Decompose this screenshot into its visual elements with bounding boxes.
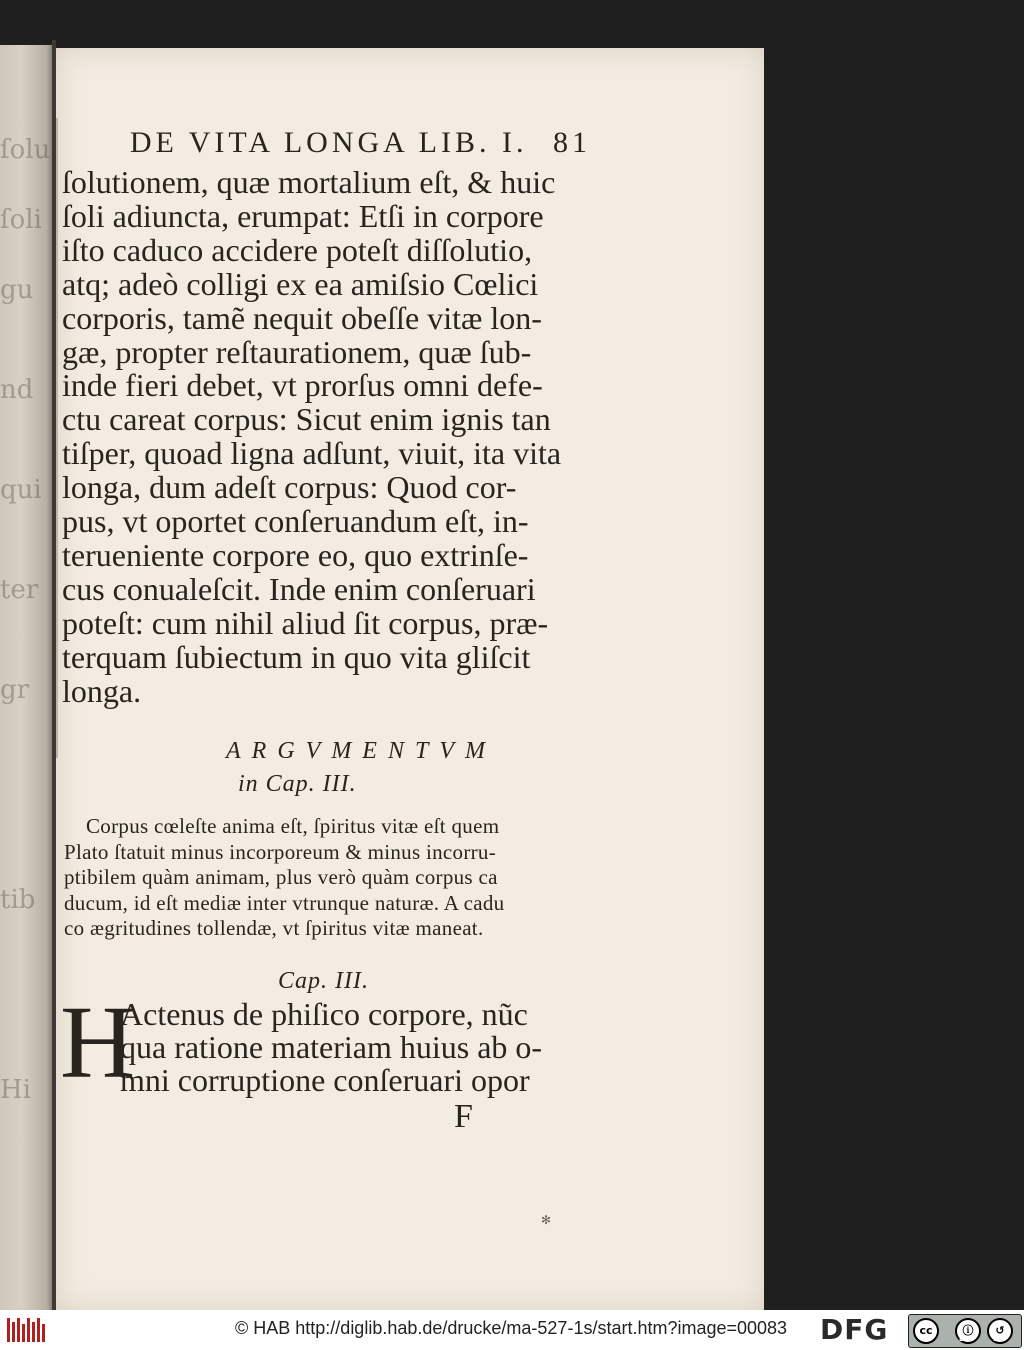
text-line: longa, dum adeſt corpus: Quod cor- bbox=[62, 469, 517, 506]
bleed-through-text: ſolu bbox=[0, 135, 51, 165]
text-line: atq; adeò colligi ex ea amiſsio Cœlici bbox=[62, 265, 539, 302]
argument-summary bbox=[64, 814, 554, 942]
summary-line: Corpus cœleſte anima eſt, ſpiritus vitæ eſt quem bbox=[86, 814, 500, 838]
ink-blot: ✻ bbox=[541, 1213, 552, 1227]
summary-line: Plato ſtatuit minus incorporeum & minus incorru- bbox=[64, 839, 497, 864]
chapter-text-block bbox=[120, 998, 560, 1097]
argument-subheading: in Cap. III. bbox=[238, 771, 357, 797]
main-text-block bbox=[62, 166, 560, 709]
folio-number: 81 bbox=[553, 126, 591, 159]
by-person-icon: ⓘ bbox=[955, 1318, 981, 1344]
text-line: ctu careat corpus: Sicut enim ignis tan bbox=[62, 401, 551, 438]
bleed-through-text: gr bbox=[0, 675, 30, 705]
text-line: poteſt: cum nihil aliud ſit corpus, præ- bbox=[62, 604, 549, 641]
running-header bbox=[91, 126, 591, 160]
margin-rule bbox=[56, 118, 58, 758]
drop-cap-initial: H bbox=[60, 985, 136, 1100]
bleed-through-text: tib bbox=[0, 885, 36, 915]
cc-icon: cc bbox=[913, 1318, 939, 1344]
bleed-through-text: gu bbox=[0, 275, 34, 305]
signature-mark: F bbox=[454, 1098, 473, 1135]
dfg-logo[interactable]: DFG bbox=[820, 1313, 889, 1346]
summary-line: co ægritudines tollendæ, vt ſpiritus vitæ maneat. bbox=[64, 916, 484, 940]
viewer-footer bbox=[0, 1310, 1024, 1350]
share-alike-icon: ↺ bbox=[987, 1318, 1013, 1344]
text-line: cus conualeſcit. Inde enim conſeruari bbox=[62, 570, 536, 607]
text-line: terueniente corpore eo, quo extrinſe- bbox=[62, 536, 529, 573]
book-page bbox=[56, 48, 764, 1310]
hab-logo-icon[interactable] bbox=[6, 1316, 46, 1344]
argument-heading: ARGVMENTVM bbox=[226, 738, 496, 764]
text-line: gæ, propter reſtaurationem, quæ ſub- bbox=[62, 333, 532, 370]
header-title: DE VITA LONGA LIB. I. bbox=[129, 126, 528, 159]
text-line: ſolutionem, quæ mortalium eſt, & huic bbox=[62, 164, 556, 200]
text-line: inde fieri debet, vt prorſus omni defe- bbox=[62, 367, 543, 404]
cc-license-badge[interactable] bbox=[908, 1314, 1022, 1348]
text-line: iſto caduco accidere poteſt diſſolutio, bbox=[62, 231, 533, 268]
bleed-through-text: qui bbox=[0, 475, 42, 505]
text-line: pus, vt oportet conſeruandum eſt, in- bbox=[62, 503, 529, 540]
bleed-through-text: nd bbox=[0, 375, 34, 405]
text-line: ſoli adiuncta, erumpat: Etſi in corpore bbox=[62, 197, 544, 234]
bleed-through-text: Hi bbox=[0, 1075, 31, 1105]
text-line: qua ratione materiam huius ab o- bbox=[120, 1029, 543, 1065]
text-line: corporis, tamẽ nequit obeſſe vitæ lon- bbox=[62, 299, 542, 336]
text-line: terquam ſubiectum in quo vita gliſcit bbox=[62, 638, 531, 675]
copyright-url-link[interactable]: © HAB http://diglib.hab.de/drucke/ma-527-1s/start.htm?image=00083 bbox=[235, 1318, 788, 1338]
text-line: Actenus de phiſico corpore, nũc bbox=[120, 996, 528, 1032]
summary-line: ptibilem quàm animam, plus verò quàm corpus ca bbox=[64, 865, 498, 889]
previous-page-edge bbox=[0, 45, 55, 1310]
bleed-through-text: ter bbox=[0, 575, 39, 605]
text-line: longa. bbox=[62, 672, 142, 709]
summary-line: ducum, id eſt mediæ inter vtrunque naturæ. A cadu bbox=[64, 890, 505, 915]
sa-label: SA bbox=[993, 1335, 1004, 1343]
text-line: mni corruptione conſeruari opor bbox=[120, 1062, 530, 1098]
by-label: BY bbox=[959, 1335, 970, 1343]
text-line: tiſper, quoad ligna adſunt, viuit, ita vita bbox=[62, 435, 562, 472]
chapter-heading: Cap. III. bbox=[278, 968, 369, 994]
bleed-through-text: ſoli bbox=[0, 205, 42, 235]
